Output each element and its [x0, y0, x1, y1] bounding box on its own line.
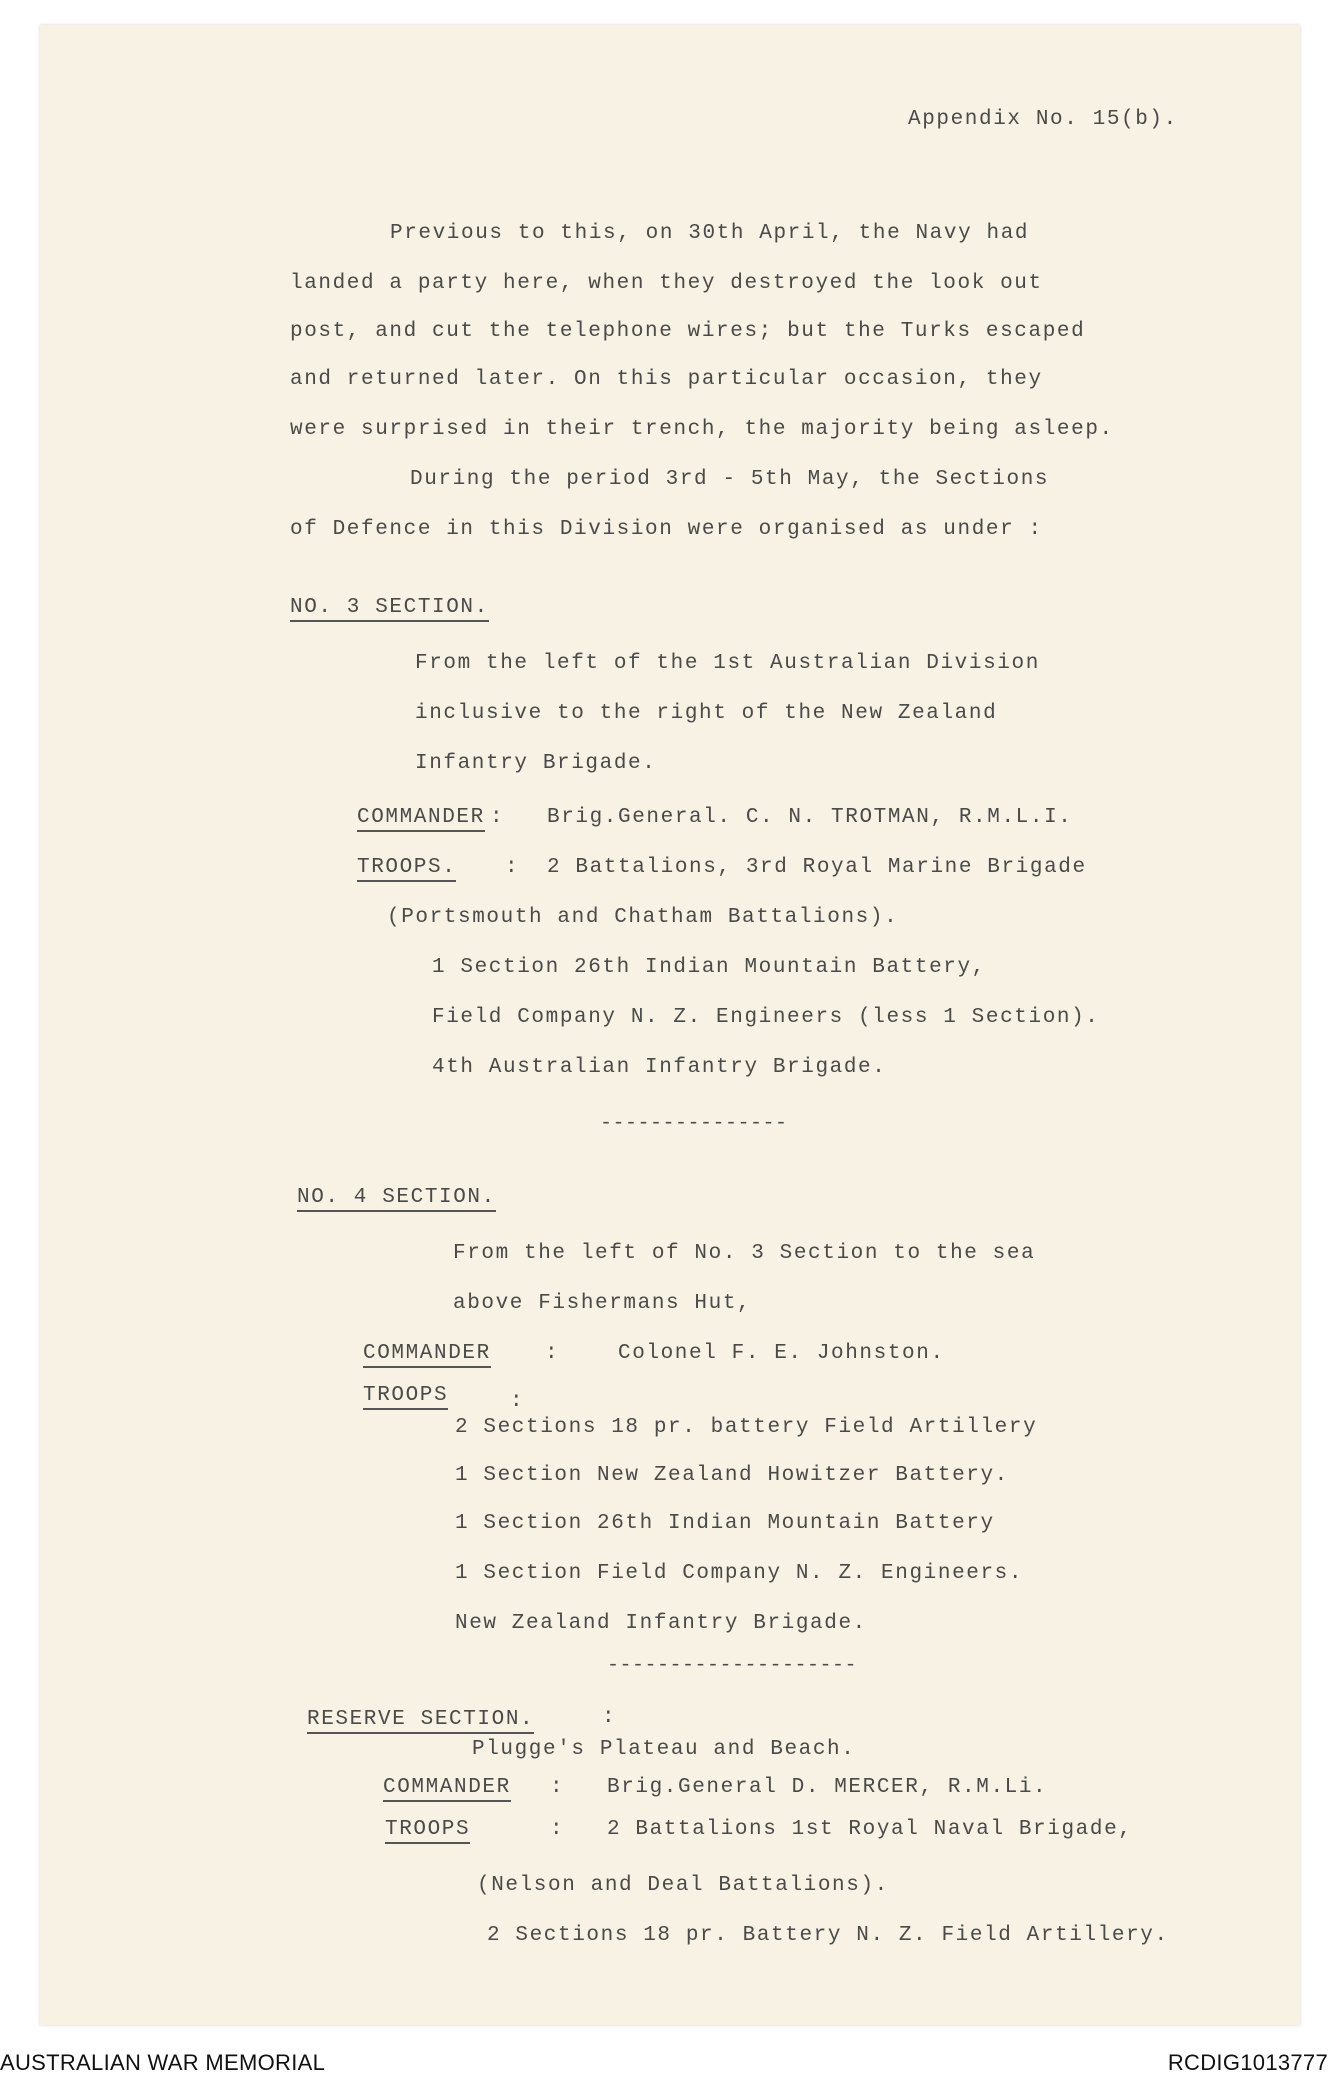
section-4-troops-line: 1 Section New Zealand Howitzer Battery.: [455, 1464, 1009, 1487]
section-3-troops-colon: :: [505, 856, 520, 879]
intro-line: Previous to this, on 30th April, the Navy had: [390, 222, 1030, 245]
reserve-section-colon: :: [602, 1706, 617, 1729]
section-3-troops-line: Field Company N. Z. Engineers (less 1 Section).: [432, 1006, 1100, 1029]
section-3-troops-label: TROOPS.: [357, 856, 456, 882]
section-3-description: From the left of the 1st Australian Division: [415, 652, 1040, 675]
section-4-heading: NO. 4 SECTION.: [297, 1186, 496, 1212]
intro-line: landed a party here, when they destroyed the look out: [290, 272, 1043, 295]
period-line: During the period 3rd - 5th May, the Sections: [410, 468, 1050, 491]
section-3-commander-label: COMMANDER: [357, 806, 485, 832]
appendix-number: Appendix No. 15(b).: [908, 108, 1178, 131]
section-4-troops-line: New Zealand Infantry Brigade.: [455, 1612, 867, 1635]
reserve-troops-colon: :: [550, 1818, 565, 1841]
section-3-heading: NO. 3 SECTION.: [290, 596, 489, 622]
section-3-troops-line: 1 Section 26th Indian Mountain Battery,: [432, 956, 986, 979]
section-4-commander-colon: :: [545, 1342, 560, 1365]
section-4-description: above Fishermans Hut,: [453, 1292, 752, 1315]
footer-identifier: RCDIG1013777: [1167, 2050, 1328, 2075]
period-line: of Defence in this Division were organised as under :: [290, 518, 1043, 541]
section-divider: ---------------: [600, 1112, 788, 1135]
section-4-troops-line: 2 Sections 18 pr. battery Field Artillery: [455, 1416, 1038, 1439]
section-3-troops-line: 4th Australian Infantry Brigade.: [432, 1056, 887, 1079]
reserve-troops-line: 2 Sections 18 pr. Battery N. Z. Field Artillery.: [487, 1924, 1169, 1947]
reserve-commander-value: Brig.General D. MERCER, R.M.Li.: [607, 1776, 1048, 1799]
section-3-description: Infantry Brigade.: [415, 752, 657, 775]
intro-line: and returned later. On this particular occasion, they: [290, 368, 1043, 391]
section-4-troops-line: 1 Section Field Company N. Z. Engineers.: [455, 1562, 1024, 1585]
intro-line: were surprised in their trench, the majority being asleep.: [290, 418, 1114, 441]
reserve-troops-line: 2 Battalions 1st Royal Naval Brigade,: [607, 1818, 1133, 1841]
section-3-commander-colon: :: [490, 806, 505, 829]
section-4-commander-label: COMMANDER: [363, 1342, 491, 1368]
reserve-section-heading: RESERVE SECTION.: [307, 1708, 534, 1734]
section-4-troops-colon: :: [510, 1390, 525, 1413]
reserve-commander-label: COMMANDER: [383, 1776, 511, 1802]
reserve-troops-label: TROOPS: [385, 1818, 470, 1844]
reserve-section-description: Plugge's Plateau and Beach.: [472, 1738, 856, 1761]
section-4-troops-label: TROOPS: [363, 1384, 448, 1410]
intro-line: post, and cut the telephone wires; but the Turks escaped: [290, 320, 1086, 343]
footer-source: AUSTRALIAN WAR MEMORIAL: [0, 2050, 326, 2075]
section-3-troops-line: 2 Battalions, 3rd Royal Marine Brigade: [547, 856, 1087, 879]
section-4-commander-value: Colonel F. E. Johnston.: [618, 1342, 945, 1365]
section-4-troops-line: 1 Section 26th Indian Mountain Battery: [455, 1512, 995, 1535]
section-4-description: From the left of No. 3 Section to the sea: [453, 1242, 1036, 1265]
section-3-troops-line: (Portsmouth and Chatham Battalions).: [387, 906, 899, 929]
reserve-troops-line: (Nelson and Deal Battalions).: [477, 1874, 889, 1897]
section-3-commander-value: Brig.General. C. N. TROTMAN, R.M.L.I.: [547, 806, 1073, 829]
reserve-commander-colon: :: [550, 1776, 565, 1799]
section-3-description: inclusive to the right of the New Zealand: [415, 702, 998, 725]
section-divider: --------------------: [607, 1654, 858, 1677]
